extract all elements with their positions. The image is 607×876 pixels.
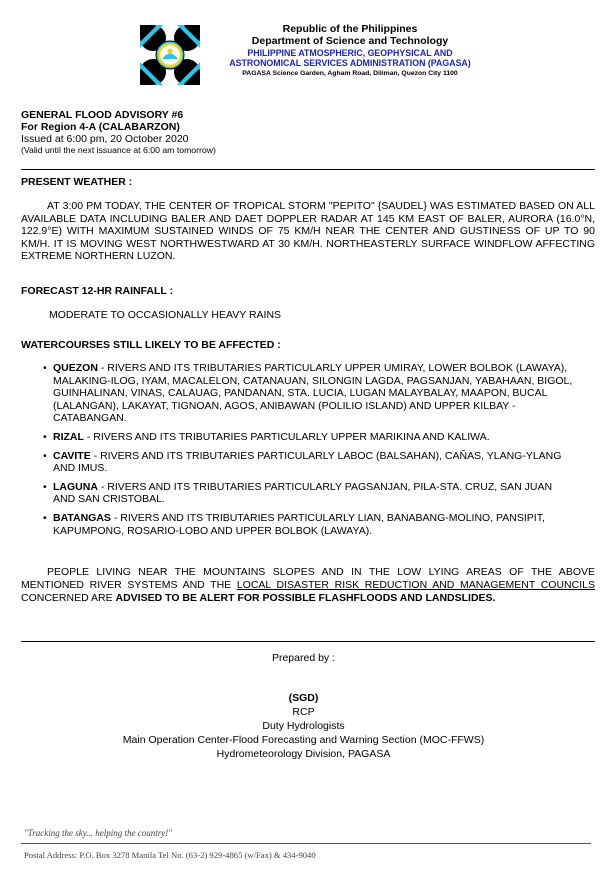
notice-part-2: CONCERNED ARE	[21, 591, 116, 604]
prepared-by-label: Prepared by :	[271, 652, 336, 664]
advisory-block	[21, 110, 216, 157]
bullet-icon: •	[43, 511, 47, 524]
list-item	[43, 450, 573, 475]
list-item	[43, 431, 573, 444]
signatory-division: Hydrometeorology Division, PAGASA	[216, 748, 391, 760]
republic-line: Republic of the Philippines	[282, 23, 418, 35]
province-name: BATANGAS	[53, 511, 111, 524]
signature-mark: (SGD)	[288, 692, 319, 704]
advisory-title: GENERAL FLOOD ADVISORY #6	[21, 109, 184, 121]
drrm-councils-text: LOCAL DISASTER RISK REDUCTION AND MANAGEMENT COUNCILS	[236, 578, 595, 591]
advisory-validity: (Valid until the next issuance at 6:00 am tomorrow)	[21, 145, 216, 156]
province-name: LAGUNA	[53, 480, 98, 493]
list-item	[43, 362, 573, 425]
department-line: Department of Science and Technology	[251, 34, 449, 47]
pagasa-logo	[137, 22, 203, 88]
list-item	[43, 481, 573, 506]
divider	[21, 169, 595, 170]
signatory-initials: RCP	[292, 706, 315, 718]
present-weather-text: AT 3:00 PM TODAY, THE CENTER OF TROPICAL STORM "PEPITO" {SAUDEL} WAS ESTIMATED BASED ON ALL AVAILABLE DATA INCLUDING BALER AND DAET DOPPLER RADAR AT 145 KM EAST OF BALER, AURORA (16.0°N, 122.9°E) WITH MAXIMUM SUSTAINED WINDS OF 75 KM/H NEAR THE CENTER AND GUSTINESS OF UP TO 90 KM/H. IT IS MOVING WEST NORTHWESTWARD AT 30 KM/H. NORTHEASTERLY SURFACE WINDFLOW AFFECTING EXTREME NORTHERN LUZON.	[21, 200, 595, 263]
province-name: RIZAL	[53, 430, 84, 443]
bullet-icon: •	[43, 430, 47, 443]
letterhead	[218, 24, 482, 78]
list-item	[43, 512, 573, 537]
province-name: QUEZON	[53, 362, 98, 374]
advisory-region: For Region 4-A (CALABARZON)	[21, 120, 180, 133]
footer-slogan: "Tracking the sky... helping the country!"	[24, 828, 173, 838]
footer-divider	[21, 843, 591, 844]
public-advisory-paragraph	[21, 566, 595, 604]
alert-text: ADVISED TO BE ALERT FOR POSSIBLE FLASHFLOODS AND LANDSLIDES.	[115, 591, 496, 604]
notice-part-1: PEOPLE LIVING NEAR THE MOUNTAINS SLOPES AND IN THE LOW LYING AREAS OF THE ABOVE MENTIONED RIVER SYSTEMS AND THE	[21, 566, 595, 591]
watercourse-list	[43, 362, 573, 543]
present-weather-heading: PRESENT WEATHER :	[21, 176, 133, 188]
advisory-issued: Issued at 6:00 pm, 20 October 2020	[21, 132, 189, 145]
bullet-icon: •	[43, 480, 47, 493]
bullet-icon: •	[43, 449, 47, 462]
watercourse-text: - RIVERS AND ITS TRIBUTARIES PARTICULARLY PAGSANJAN, PILA-STA. CRUZ, SAN JUAN AND SAN CRISTOBAL.	[53, 480, 553, 506]
agency-address: PAGASA Science Garden, Agham Road, Diliman, Quezon City 1100	[242, 69, 458, 77]
forecast-heading: FORECAST 12-HR RAINFALL :	[21, 285, 174, 297]
province-name: CAVITE	[53, 449, 91, 462]
forecast-text: MODERATE TO OCCASIONALLY HEAVY RAINS	[49, 309, 282, 321]
watercourse-text: - RIVERS AND ITS TRIBUTARIES PARTICULARLY LABOC (BALSAHAN), CAÑAS, YLANG-YLANG AND IMUS.	[53, 449, 562, 475]
watercourse-text: - RIVERS AND ITS TRIBUTARIES PARTICULARLY UPPER UMIRAY, LOWER BOLBOK (LAWAYA), MALAKING-ILOG, IYAM, MACALELON, CATANAUAN, SILONGIN LAGDA, PAGSANJAN, YABAHAAN, BIGOL, GUINHALINAN, VINAS, CALAUAG, PANDANAN, STA. LUCIA, LUGAN MALAYBALAY, MAAPON, BUCAL (LALANGAN), LAKAYAT, TIGNOAN, AGOS, ANIBAWAN (POLILIO ISLAND) AND UPPER KILBAY - CATABANGAN.	[53, 362, 573, 425]
bullet-icon: •	[43, 362, 47, 374]
watercourse-text: - RIVERS AND ITS TRIBUTARIES PARTICULARLY LIAN, BANABANG-MOLINO, PANSIPIT, KAPUMPONG, ROSARIO-LOBO AND UPPER BOLBOK (LAWAYA).	[53, 511, 545, 537]
divider	[21, 641, 595, 642]
signatory-role: Duty Hydrologists	[262, 720, 345, 732]
agency-line-2: ASTRONOMICAL SERVICES ADMINISTRATION (PAGASA)	[229, 58, 471, 69]
agency-line-1: PHILIPPINE ATMOSPHERIC, GEOPHYSICAL AND	[247, 47, 453, 58]
signatory-section: Main Operation Center-Flood Forecasting and Warning Section (MOC-FFWS)	[122, 734, 485, 746]
watercourse-text: - RIVERS AND ITS TRIBUTARIES PARTICULARLY UPPER MARIKINA AND KALIWA.	[83, 430, 490, 443]
footer-address: Postal Address: P.O. Box 3278 Manila Tel No. (63-2) 929-4865 (w/Fax) & 434-9040	[24, 850, 316, 860]
watercourses-heading: WATERCOURSES STILL LIKELY TO BE AFFECTED :	[21, 339, 281, 351]
